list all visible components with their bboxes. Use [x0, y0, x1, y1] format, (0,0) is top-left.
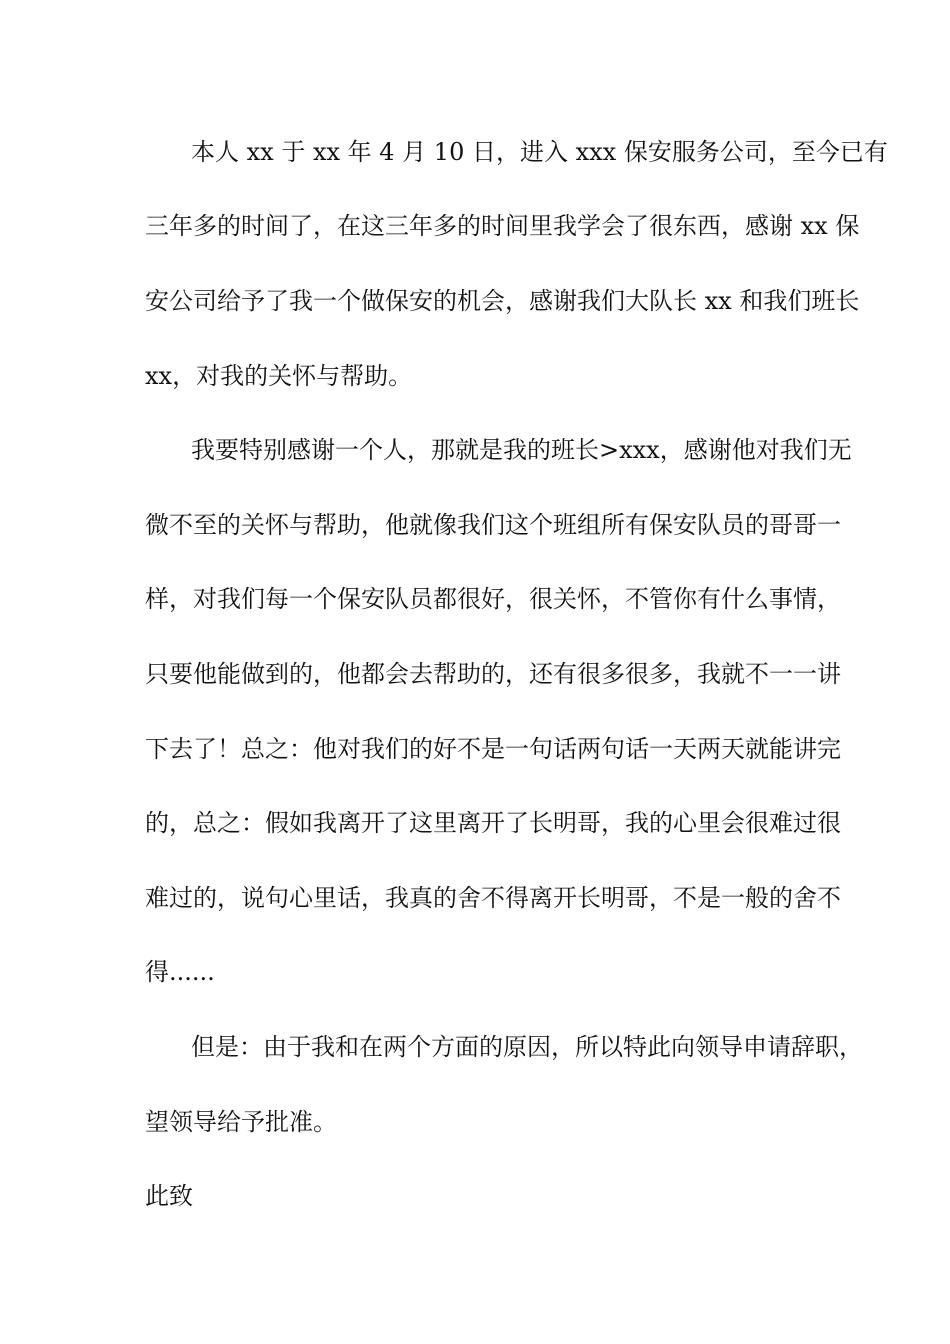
paragraph-1-line-3: 安公司给予了我一个做保安的机会，感谢我们大队长 xx 和我们班长 [145, 287, 860, 315]
paragraph-2-line-4: 只要他能做到的，他都会去帮助的，还有很多很多，我就不一一讲 [145, 660, 841, 688]
paragraph-2-line-6: 的，总之：假如我离开了这里离开了长明哥，我的心里会很难过很 [145, 809, 841, 837]
paragraph-2-line-3: 样，对我们每一个保安队员都很好，很关怀，不管你有什么事情， [145, 585, 841, 613]
paragraph-1-line-2: 三年多的时间了，在这三年多的时间里我学会了很东西，感谢 xx 保 [145, 212, 860, 240]
paragraph-2-line-5: 下去了！总之：他对我们的好不是一句话两句话一天两天就能讲完 [145, 735, 841, 763]
paragraph-2-line-8: 得...... [145, 958, 215, 986]
paragraph-2-line-7: 难过的，说句心里话，我真的舍不得离开长明哥，不是一般的舍不 [145, 884, 841, 912]
paragraph-1-line-1: 本人 xx 于 xx 年 4 月 10 日，进入 xxx 保安服务公司，至今已有 [191, 138, 888, 166]
paragraph-2-line-1: 我要特别感谢一个人，那就是我的班长>xxx，感谢他对我们无 [191, 436, 852, 464]
closing-salutation: 此致 [145, 1182, 193, 1210]
paragraph-3-line-1: 但是：由于我和在两个方面的原因，所以特此向领导申请辞职， [191, 1033, 863, 1061]
paragraph-1-line-4: xx，对我的关怀与帮助。 [145, 362, 413, 390]
paragraph-2-line-2: 微不至的关怀与帮助，他就像我们这个班组所有保安队员的哥哥一 [145, 511, 841, 539]
paragraph-3-line-2: 望领导给予批准。 [145, 1108, 337, 1136]
